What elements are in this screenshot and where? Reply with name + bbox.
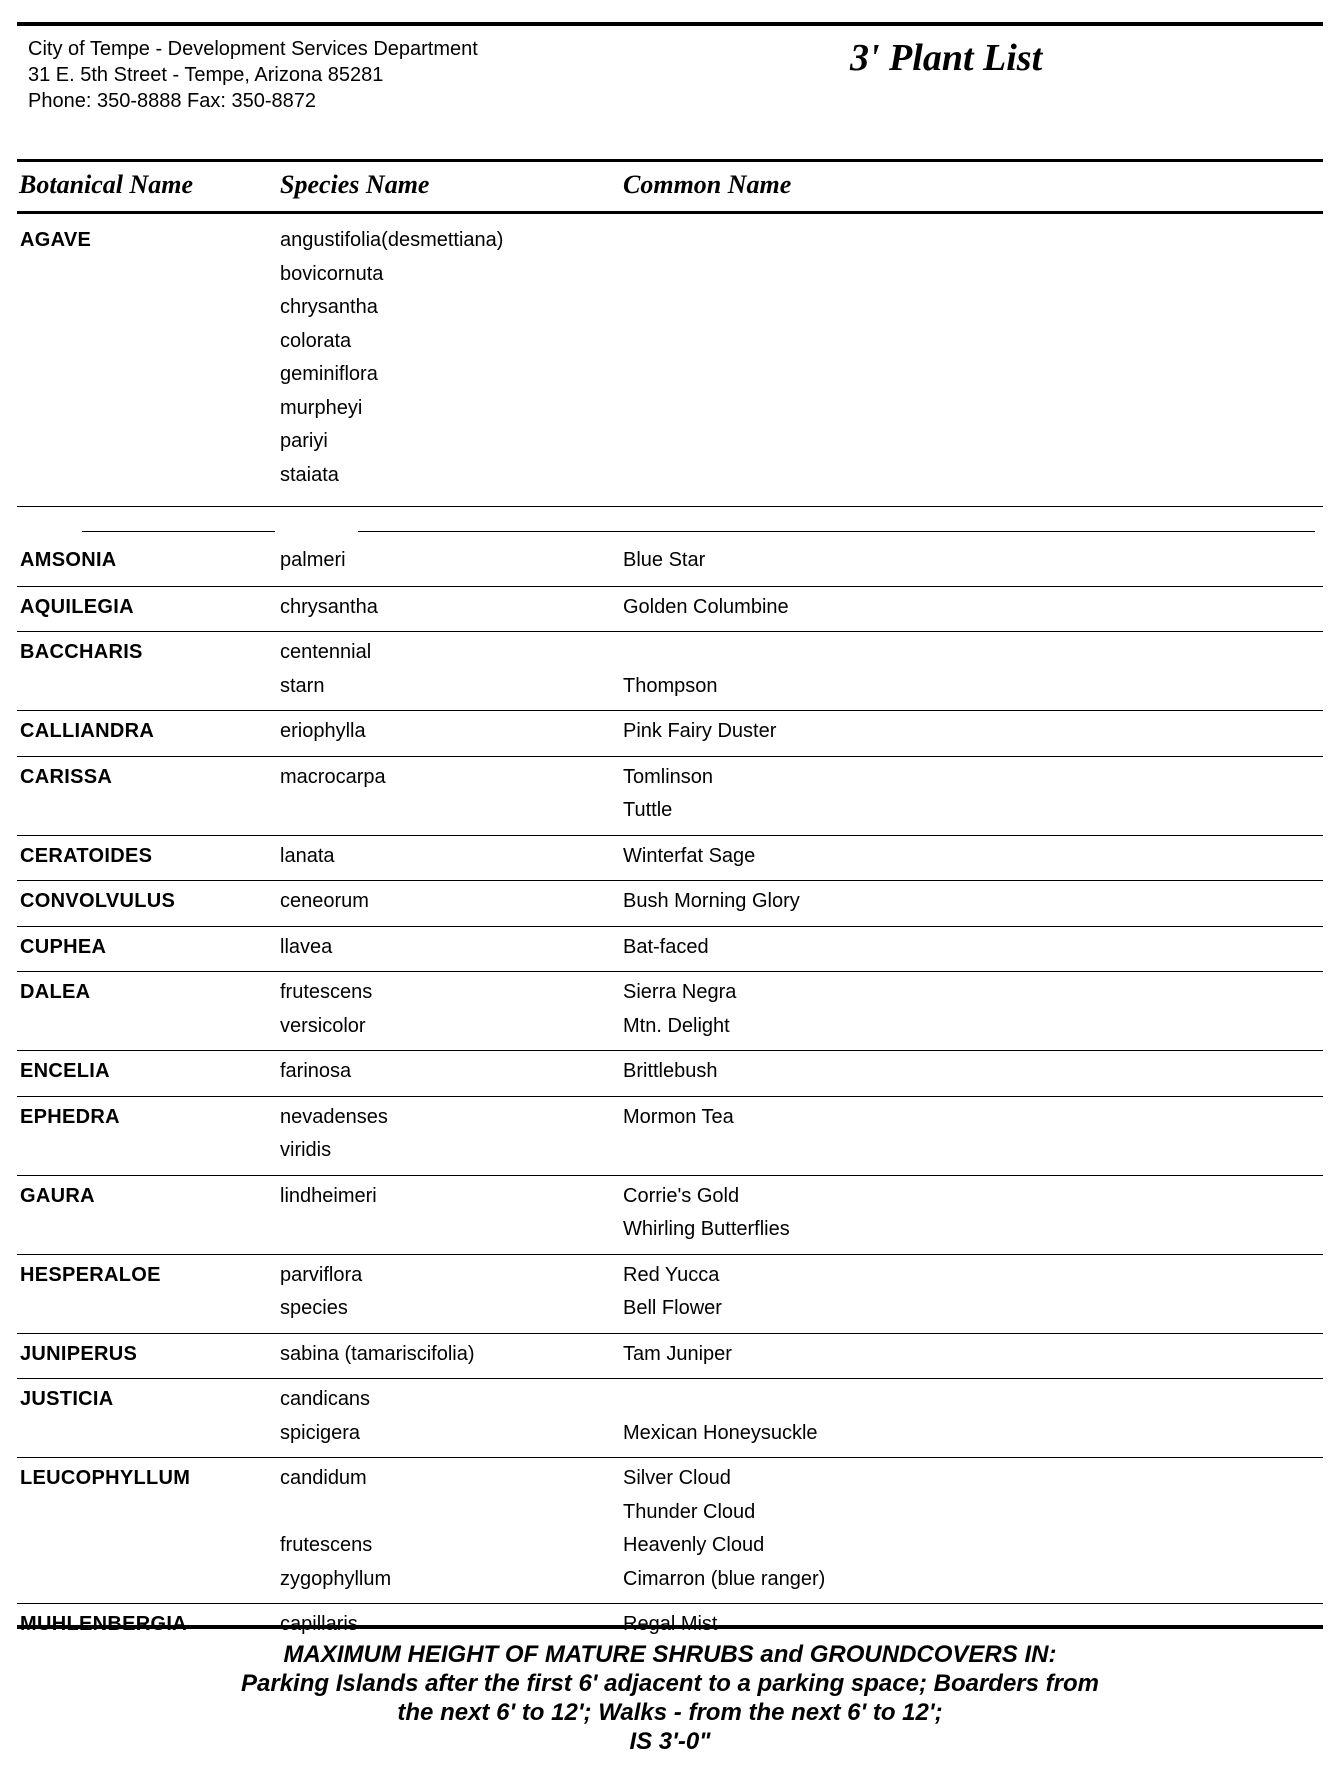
botanical-name: ENCELIA	[20, 1060, 110, 1082]
botanical-name: CUPHEA	[20, 935, 107, 958]
header-bottom-rule	[17, 211, 1323, 214]
species-name: zygophyllum	[280, 1567, 392, 1590]
divider-short	[82, 531, 275, 532]
species-name: candicans	[280, 1388, 371, 1410]
plant-group	[17, 1175, 1323, 1255]
common-name: Red Yucca	[623, 1263, 720, 1286]
common-name: Pink Fairy Duster	[623, 720, 777, 742]
species-name: eriophylla	[280, 720, 366, 742]
common-name: Heavenly Cloud	[623, 1534, 765, 1556]
species-name: spicigera	[280, 1421, 361, 1444]
common-name: Brittlebush	[623, 1060, 718, 1082]
botanical-name: EPHEDRA	[20, 1105, 120, 1128]
species-name: versicolor	[280, 1014, 366, 1037]
botanical-name: CALLIANDRA	[20, 720, 155, 742]
address-line: 31 E. 5th Street - Tempe, Arizona 85281	[28, 64, 384, 86]
agave-bottom-rule	[17, 506, 1323, 507]
species-name: nevadenses	[280, 1105, 388, 1128]
plant-group	[17, 1378, 1323, 1458]
botanical-name: HESPERALOE	[20, 1263, 161, 1286]
species-name: macrocarpa	[280, 765, 386, 788]
species-name: farinosa	[280, 1060, 352, 1082]
species-name: llavea	[280, 935, 333, 958]
botanical-name: AQUILEGIA	[20, 595, 134, 618]
common-name: Mexican Honeysuckle	[623, 1421, 818, 1444]
botanical-name: JUNIPERUS	[20, 1342, 138, 1365]
botanical-name: CERATOIDES	[20, 844, 153, 867]
plant-group	[17, 631, 1323, 711]
species-name: pariyi	[280, 430, 328, 452]
plant-group	[17, 971, 1323, 1051]
species-name: candidum	[280, 1467, 367, 1489]
botanical-name: JUSTICIA	[20, 1388, 114, 1410]
botanical-name: AMSONIA	[20, 549, 117, 571]
plant-group	[17, 1050, 1323, 1097]
notice-line: MAXIMUM HEIGHT OF MATURE SHRUBS and GROUNDCOVERS IN:	[283, 1641, 1057, 1668]
top-rule	[17, 22, 1323, 26]
species-name: centennial	[280, 641, 372, 663]
height-notice	[0, 1640, 1340, 1756]
botanical-name: LEUCOPHYLLUM	[20, 1467, 191, 1489]
notice-line: Parking Islands after the first 6' adjacent to a parking space; Boarders from	[241, 1670, 1099, 1697]
plant-group	[17, 586, 1323, 633]
species-name: capillaris	[280, 1613, 358, 1635]
species-name: species	[280, 1297, 348, 1319]
common-name: Cimarron (blue ranger)	[623, 1567, 826, 1590]
species-name: starn	[280, 674, 325, 697]
plant-group	[17, 926, 1323, 973]
column-header-common: Common Name	[623, 170, 792, 199]
common-name: Bell Flower	[623, 1297, 722, 1319]
common-name: Corrie's Gold	[623, 1184, 740, 1207]
common-name: Thompson	[623, 674, 718, 697]
common-name: Bat-faced	[623, 935, 709, 958]
species-name: lanata	[280, 844, 335, 867]
plant-group	[17, 540, 1323, 586]
species-name: staiata	[280, 463, 339, 486]
plant-group	[17, 1096, 1323, 1176]
botanical-name: CARISSA	[20, 765, 113, 788]
species-name: lindheimeri	[280, 1184, 377, 1207]
common-name: Bush Morning Glory	[623, 890, 800, 912]
species-name: murpheyi	[280, 396, 363, 419]
botanical-name: CONVOLVULUS	[20, 890, 176, 912]
botanical-name: DALEA	[20, 981, 91, 1003]
address-line: City of Tempe - Development Services Department	[28, 38, 478, 60]
species-name: chrysantha	[280, 595, 378, 618]
botanical-name: BACCHARIS	[20, 641, 143, 663]
common-name: Sierra Negra	[623, 981, 737, 1003]
common-name: Mtn. Delight	[623, 1014, 730, 1037]
common-name: Blue Star	[623, 549, 706, 571]
species-name: chrysantha	[280, 296, 378, 318]
notice-line: the next 6' to 12'; Walks - from the next 6' to 12';	[397, 1699, 943, 1726]
species-name: ceneorum	[280, 890, 369, 912]
plant-group	[17, 228, 1323, 500]
plant-group	[17, 880, 1323, 927]
column-header-species: Species Name	[280, 170, 430, 199]
common-name: Tomlinson	[623, 765, 714, 788]
common-name: Silver Cloud	[623, 1467, 731, 1489]
species-name: parviflora	[280, 1263, 363, 1286]
species-name: viridis	[280, 1139, 332, 1161]
address-block	[28, 36, 478, 114]
column-header-botanical: Botanical Name	[19, 170, 194, 199]
plant-group	[17, 1457, 1323, 1604]
botanical-name: GAURA	[20, 1184, 95, 1207]
common-name: Regal Mist	[623, 1613, 718, 1635]
common-name: Whirling Butterflies	[623, 1218, 790, 1240]
common-name: Mormon Tea	[623, 1105, 734, 1128]
common-name: Winterfat Sage	[623, 844, 756, 867]
botanical-name: MUHLENBERGIA	[20, 1613, 187, 1635]
botanical-name: AGAVE	[20, 229, 92, 251]
plant-group	[17, 835, 1323, 882]
species-name: colorata	[280, 329, 352, 352]
common-name: Tam Juniper	[623, 1342, 732, 1365]
divider-long	[358, 531, 1315, 532]
notice-line: IS 3'-0"	[629, 1728, 711, 1755]
address-line: Phone: 350-8888 Fax: 350-8872	[28, 90, 316, 112]
species-name: geminiflora	[280, 363, 378, 385]
plant-group	[17, 1254, 1323, 1334]
common-name: Golden Columbine	[623, 595, 789, 618]
plant-group	[17, 710, 1323, 757]
species-name: bovicornuta	[280, 262, 384, 285]
plant-group	[17, 1333, 1323, 1380]
species-name: frutescens	[280, 981, 373, 1003]
species-name: frutescens	[280, 1534, 373, 1556]
common-name: Thunder Cloud	[623, 1500, 756, 1523]
species-name: palmeri	[280, 549, 346, 571]
species-name: angustifolia(desmettiana)	[280, 229, 504, 251]
species-name: sabina (tamariscifolia)	[280, 1342, 475, 1365]
page-title: 3' Plant List	[850, 37, 1043, 79]
common-name: Tuttle	[623, 799, 673, 821]
plant-group	[17, 756, 1323, 836]
header-top-rule	[17, 159, 1323, 162]
